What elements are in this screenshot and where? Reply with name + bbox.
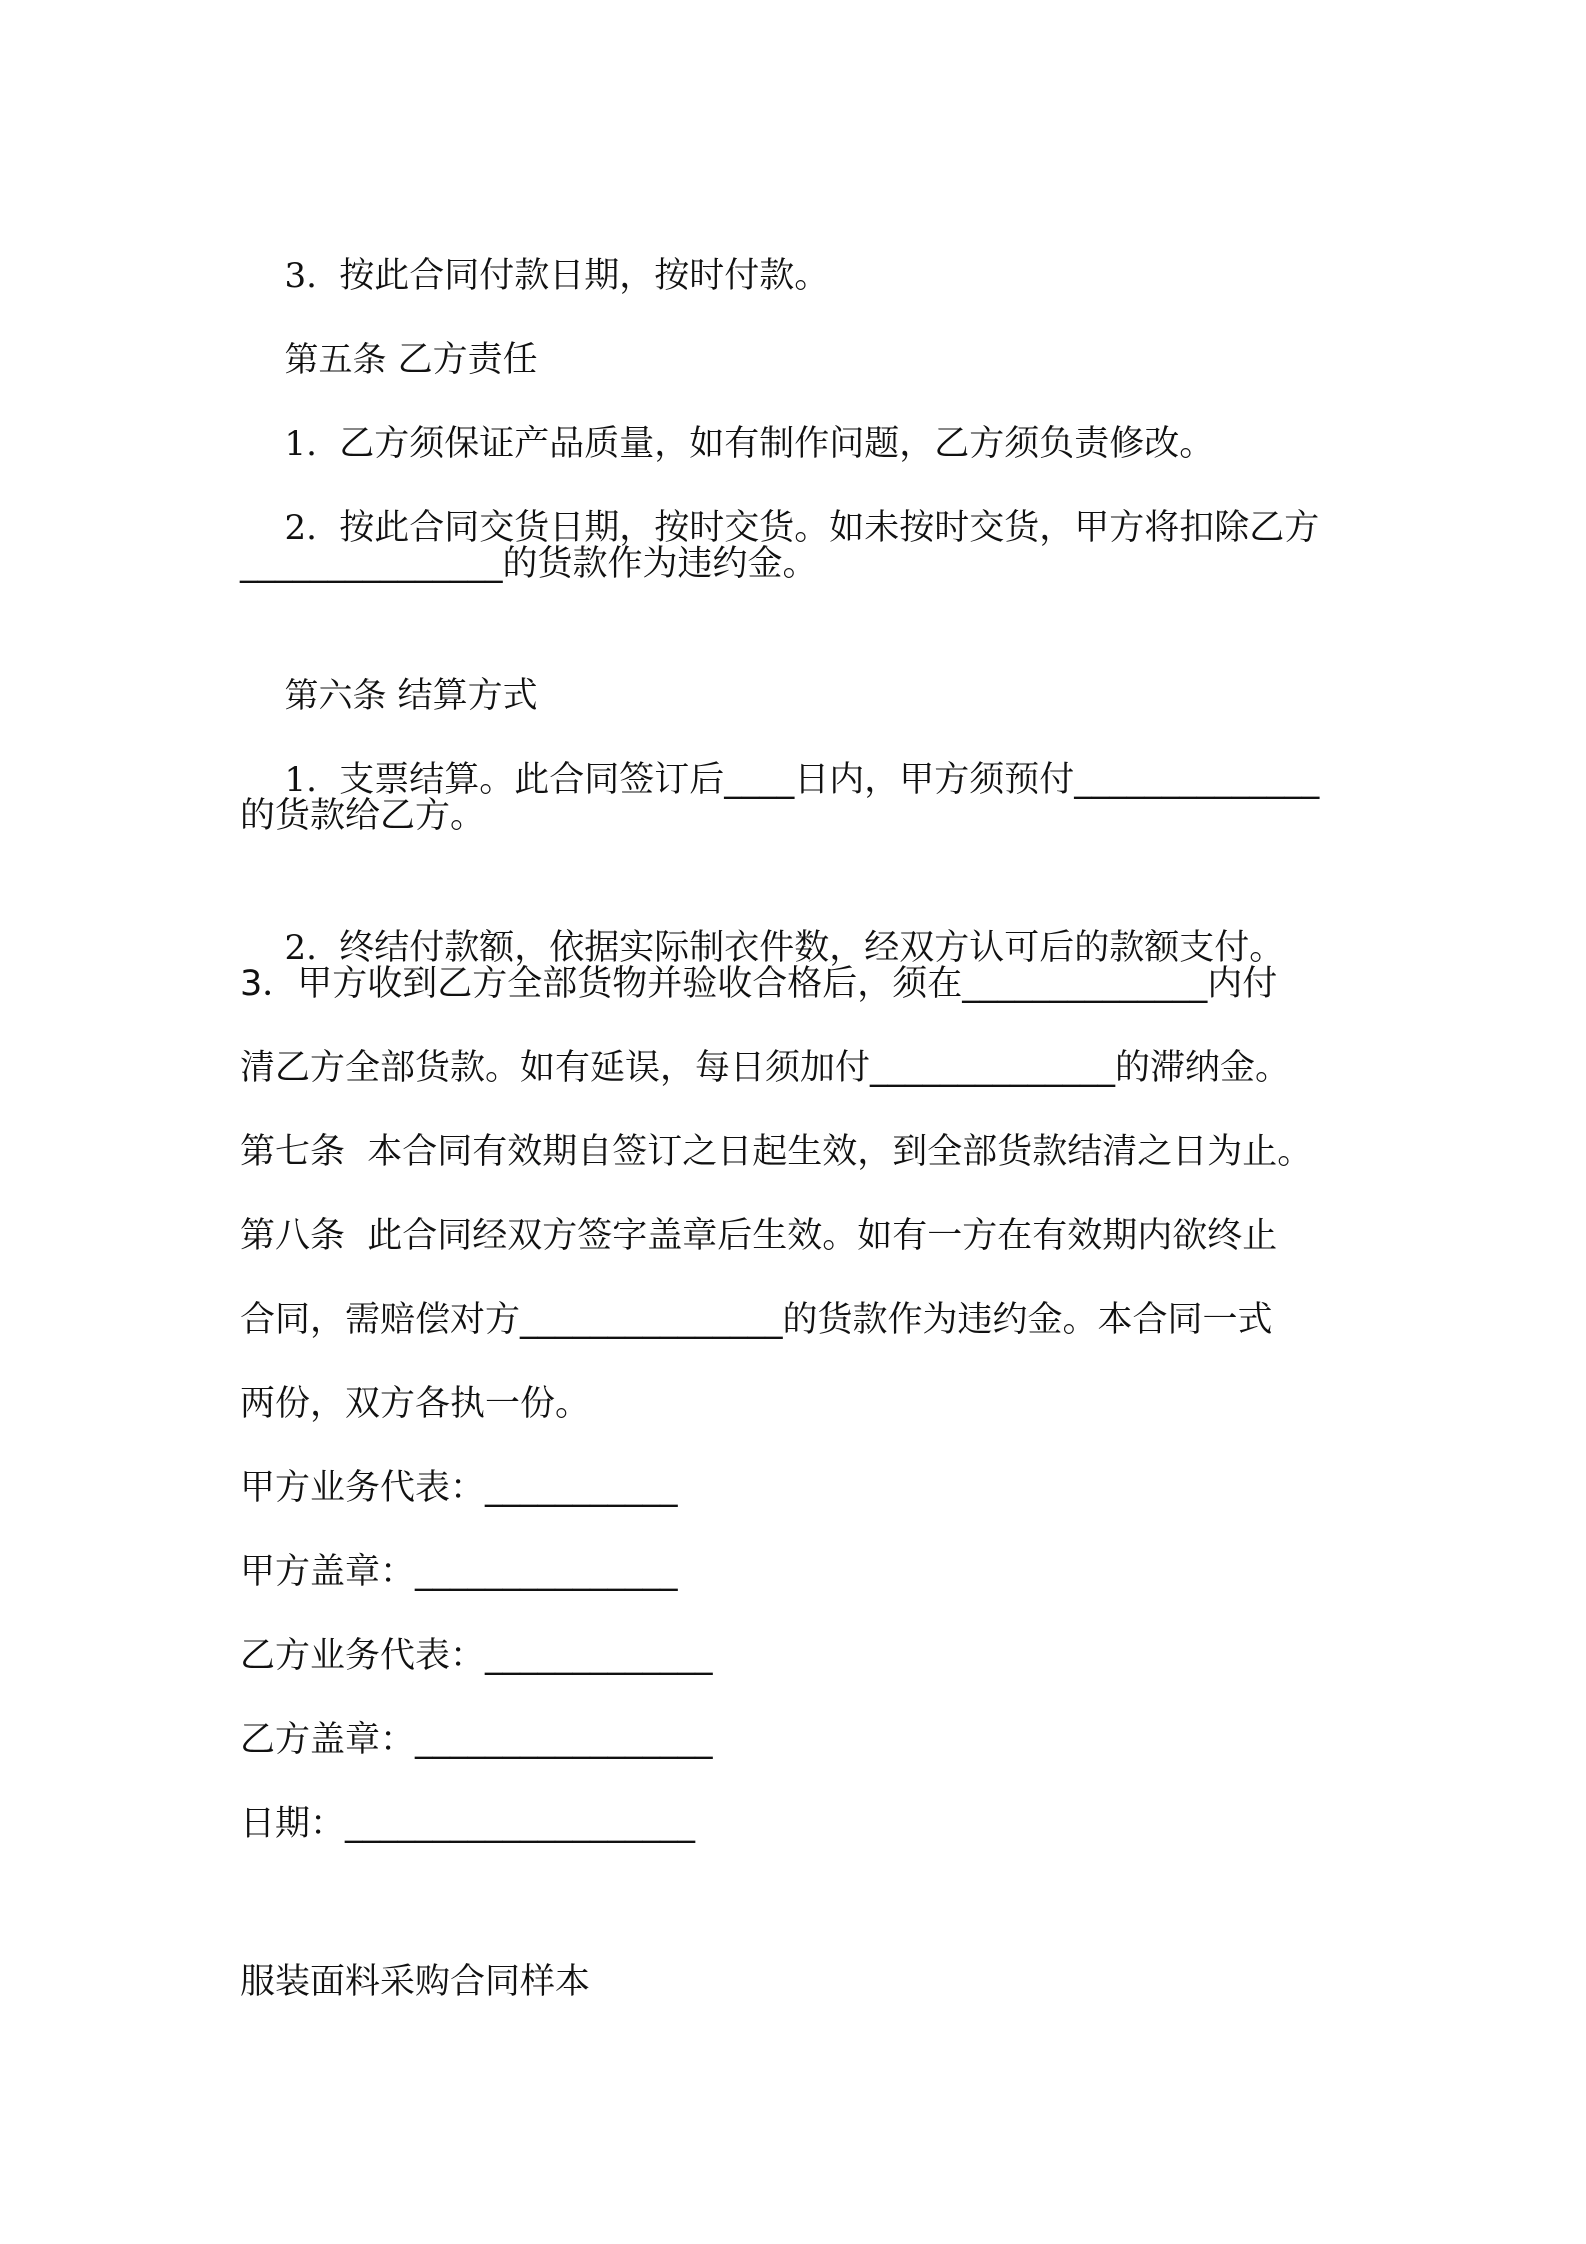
item-number: 1. — [284, 760, 317, 800]
party-b-representative-line: 乙方业务代表：_____________ — [240, 1636, 713, 1676]
item-text: 按此合同交货日期，按时交货。如未按时交货，甲方将扣除乙方 — [339, 508, 1320, 548]
article-7: 第七条 本合同有效期自签订之日起生效，到全部货款结清之日为止。 — [240, 1132, 1313, 1172]
article-8: 第八条 此合同经双方签字盖章后生效。如有一方在有效期内欲终止 — [240, 1216, 1278, 1256]
article-5-item-2-continued: _______________的货款作为违约金。 — [240, 544, 818, 584]
item-number: 2. — [284, 928, 317, 968]
party-a-representative-line: 甲方业务代表：___________ — [240, 1468, 678, 1508]
article-6-item-3: 3．甲方收到乙方全部货物并验收合格后，须在______________内付 — [240, 964, 1278, 1004]
item-text: 支票结算。此合同签订后____日内，甲方须预付______________ — [339, 760, 1320, 800]
date-line: 日期：____________________ — [240, 1804, 696, 1844]
party-a-seal-line: 甲方盖章：_______________ — [240, 1552, 678, 1592]
article-label: 第五条 — [284, 340, 387, 380]
party-b-seal-line: 乙方盖章：_________________ — [240, 1720, 713, 1760]
article-6-item-3-continued: 清乙方全部货款。如有延误，每日须加付______________的滞纳金。 — [240, 1048, 1291, 1088]
article-title: 结算方式 — [397, 676, 538, 716]
item-number: 3. — [284, 256, 317, 296]
item-number: 2. — [284, 508, 317, 548]
article-8-continued-2: 两份，双方各执一份。 — [240, 1384, 591, 1424]
item-text: 乙方须保证产品质量，如有制作问题，乙方须负责修改。 — [339, 424, 1215, 464]
next-document-title: 服装面料采购合同样本 — [240, 1962, 591, 2002]
article-6-item-1-continued: 的货款给乙方。 — [240, 796, 486, 836]
item-text: 终结付款额，依据实际制衣件数，经双方认可后的款额支付。 — [339, 928, 1285, 968]
item-text: 按此合同付款日期，按时付款。 — [339, 256, 830, 296]
article-title: 乙方责任 — [397, 340, 538, 380]
article-8-continued-1: 合同，需赔偿对方_______________的货款作为违约金。本合同一式 — [240, 1300, 1273, 1340]
item-number: 1. — [284, 424, 317, 464]
article-label: 第六条 — [284, 676, 387, 716]
